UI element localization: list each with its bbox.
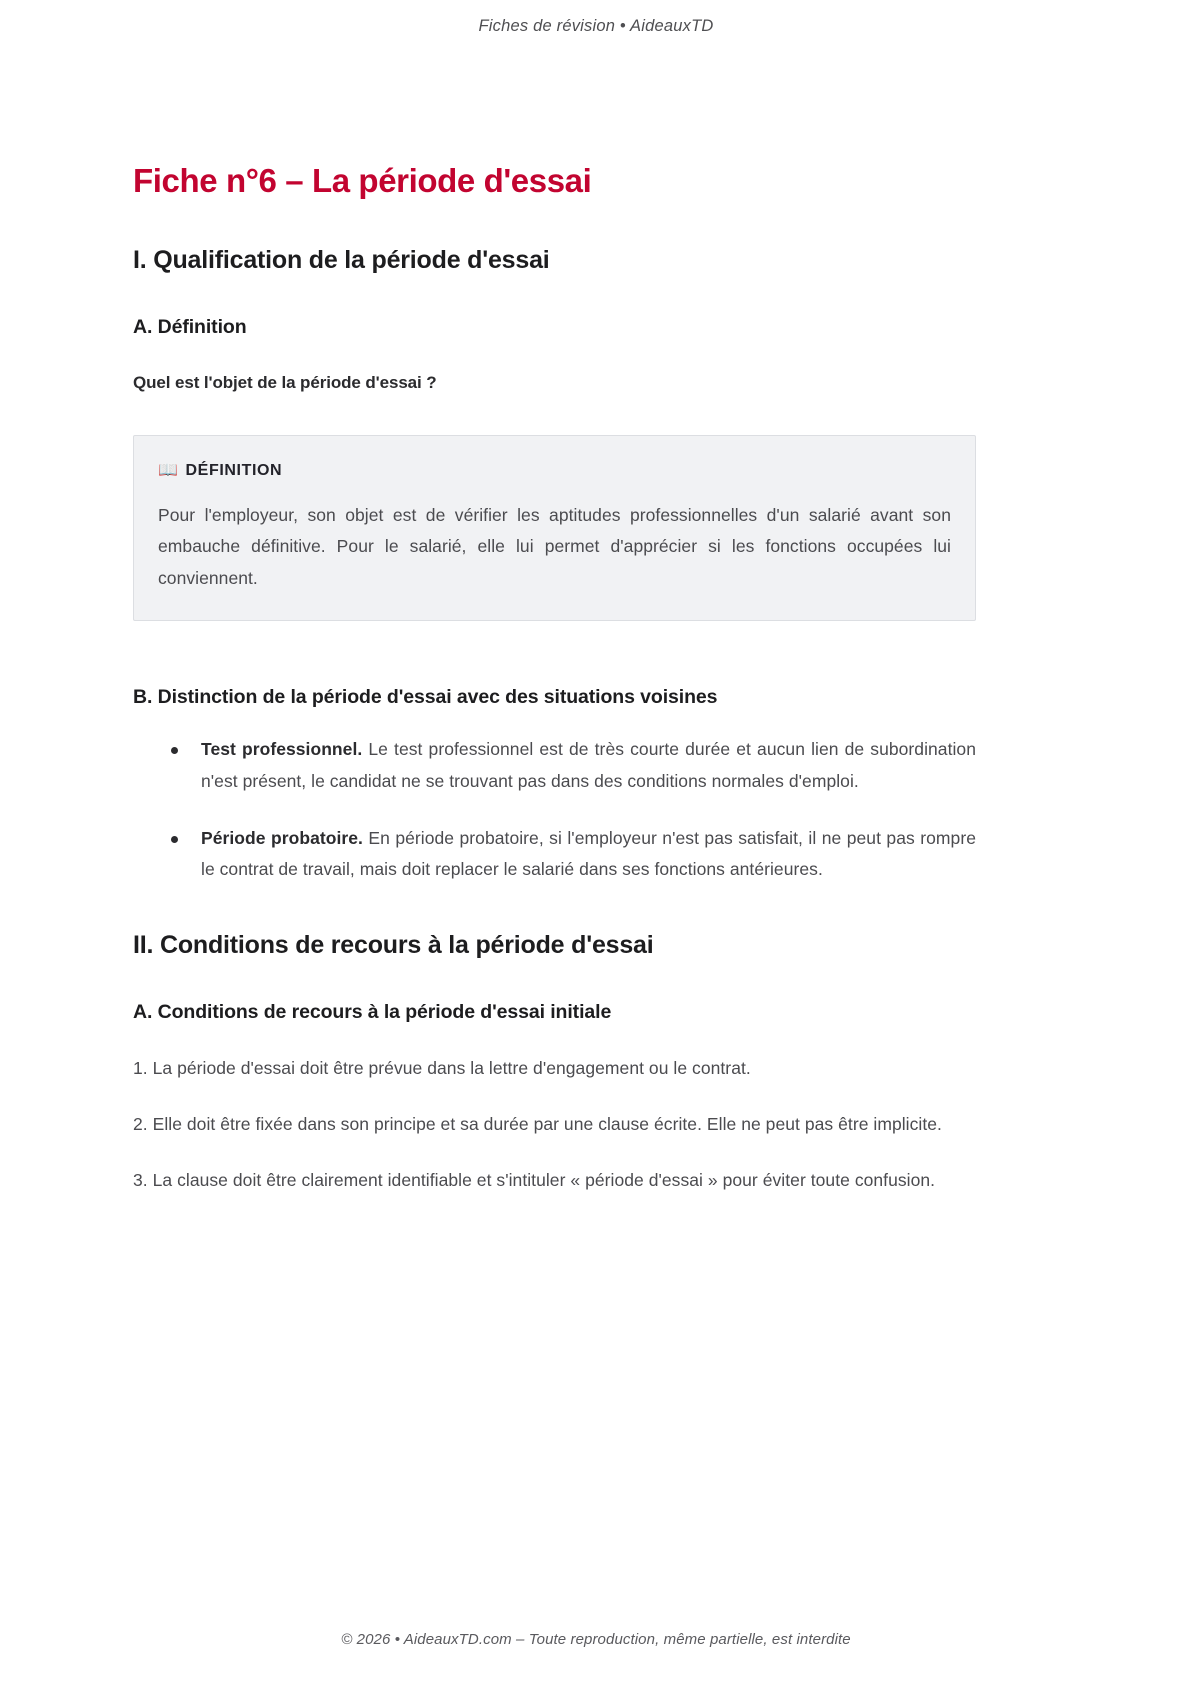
list-item-text: En période probatoire, si l'employeur n'est pas satisfait, il ne peut pas rompre le contrat de travail, mais doit replacer le salarié dans ses fonctions antérieures.	[201, 827, 976, 879]
numbered-item: 1. La période d'essai doit être prévue dans la lettre d'engagement ou le contrat.	[133, 1057, 751, 1078]
section-heading-1: I. Qualification de la période d'essai	[133, 246, 550, 275]
subsection-heading-1b: B. Distinction de la période d'essai avec des situations voisines	[133, 686, 718, 709]
section-heading-2: II. Conditions de recours à la période d'essai	[133, 931, 654, 959]
distinction-list	[133, 734, 976, 885]
question-prompt: Quel est l'objet de la période d'essai ?	[133, 373, 437, 393]
document-content	[133, 160, 976, 1196]
definition-callout	[133, 435, 976, 622]
conditions-numbered-list	[133, 1053, 976, 1196]
definition-callout-label	[158, 462, 951, 480]
list-item	[201, 823, 976, 885]
open-book-icon: 📖	[158, 461, 179, 479]
subsection-heading-2a: A. Conditions de recours à la période d'essai initiale	[133, 1000, 612, 1023]
list-item-lead: Test professionnel.	[201, 739, 363, 760]
running-header: Fiches de révision • AideauxTD	[478, 17, 714, 35]
list-item-lead: Période probatoire.	[201, 827, 363, 848]
list-item-text: Le test professionnel est de très courte durée et aucun lien de subordination n'est présent, le candidat ne se trouvant pas dans des conditions normales d'emploi.	[201, 739, 977, 791]
list-item	[201, 734, 976, 796]
definition-callout-label-text: DÉFINITION	[185, 461, 283, 479]
running-footer: © 2026 • AideauxTD.com – Toute reproduction, même partielle, est interdite	[341, 1631, 851, 1648]
numbered-item: 2. Elle doit être fixée dans son principe et sa durée par une clause écrite. Elle ne peut pas être implicite.	[133, 1113, 942, 1134]
page-title: Fiche n°6 – La période d'essai	[133, 162, 592, 199]
definition-callout-text: Pour l'employeur, son objet est de vérifier les aptitudes professionnelles d'un salarié avant son embauche définitive. Pour le salarié, elle lui permet d'apprécier si les fonctions occupées lui conviennent.	[158, 504, 951, 588]
numbered-item: 3. La clause doit être clairement identifiable et s'intituler « période d'essai » pour éviter toute confusion.	[133, 1170, 936, 1191]
subsection-heading-1a: A. Définition	[133, 315, 247, 338]
